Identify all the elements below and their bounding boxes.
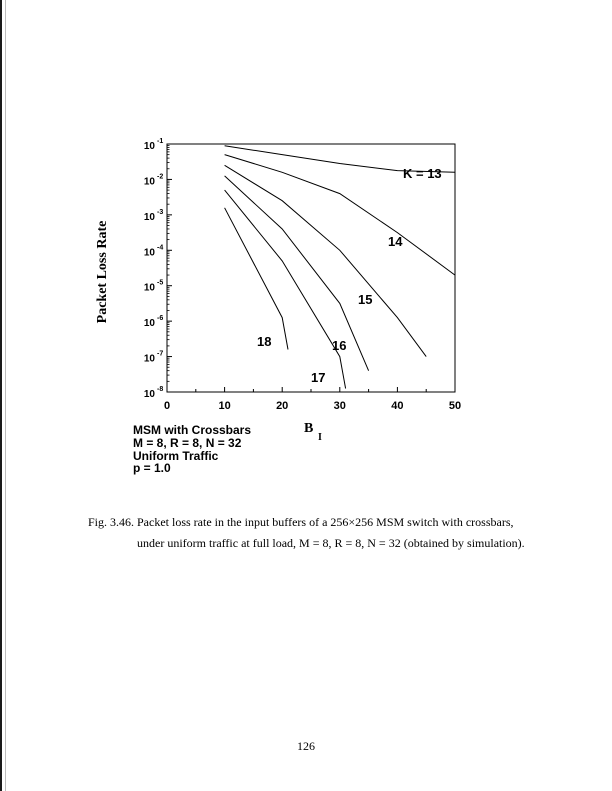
x-tick-label: 50 bbox=[448, 400, 462, 412]
y-tick-label: 10 bbox=[143, 141, 155, 152]
y-tick-exponent: -7 bbox=[157, 350, 164, 358]
y-tick-exponent: -4 bbox=[157, 244, 164, 252]
y-tick-exponent: -2 bbox=[157, 173, 164, 181]
series-line-3 bbox=[225, 165, 427, 356]
series-label-1: K = 13 bbox=[403, 166, 442, 181]
x-axis-title: B bbox=[304, 421, 314, 436]
caption-text: Packet loss rate in the input buffers of a 256×256 MSM switch with crossbars, under uniform traffic at full load, M = 8, R = 8, N = 32 (obtained by simulation). bbox=[137, 515, 525, 550]
y-axis-title: Packet Loss Rate bbox=[95, 220, 110, 324]
x-tick-labels bbox=[164, 400, 461, 412]
y-tick-label: 10 bbox=[143, 318, 155, 330]
y-tick-label: 10 bbox=[143, 389, 155, 400]
caption-label: Fig. 3.46. bbox=[88, 515, 135, 529]
x-tick-label: 20 bbox=[276, 400, 289, 412]
series-line-5 bbox=[225, 190, 346, 388]
y-tick-label: 10 bbox=[143, 282, 155, 294]
y-tick-exponent: -5 bbox=[157, 279, 164, 287]
series-label-4: 16 bbox=[332, 338, 347, 353]
x-tick-label: 0 bbox=[163, 400, 171, 412]
series-label-2: 14 bbox=[388, 234, 403, 249]
series-label-5: 17 bbox=[311, 370, 326, 385]
y-tick-exponent: -3 bbox=[157, 208, 164, 216]
legend-line: p = 1.0 bbox=[133, 461, 171, 476]
x-tick-label: 40 bbox=[391, 400, 404, 412]
y-tick-exponent: -1 bbox=[157, 138, 164, 145]
series-label-3: 15 bbox=[358, 292, 373, 307]
x-tick-label: 30 bbox=[333, 400, 346, 412]
series-label-6: 18 bbox=[257, 334, 272, 349]
series-labels bbox=[257, 166, 442, 385]
x-axis-title-subscript: I bbox=[318, 432, 322, 443]
x-tick-label: 10 bbox=[218, 400, 231, 412]
chart-legend bbox=[133, 424, 251, 475]
y-tick-exponent: -8 bbox=[157, 386, 164, 393]
y-tick-label: 10 bbox=[143, 247, 155, 259]
plot-frame bbox=[167, 144, 455, 392]
page-number: 126 bbox=[297, 739, 315, 753]
y-tick-label: 10 bbox=[143, 353, 155, 365]
y-tick-label: 10 bbox=[143, 176, 155, 188]
y-tick-exponent: -6 bbox=[157, 315, 164, 323]
legend-line: Uniform Traffic bbox=[133, 448, 219, 463]
figure-caption bbox=[88, 512, 528, 554]
y-tick-labels bbox=[144, 138, 163, 400]
y-tick-label: 10 bbox=[143, 211, 155, 223]
legend-line: M = 8, R = 8, N = 32 bbox=[133, 435, 242, 450]
legend-line: MSM with Crossbars bbox=[133, 423, 252, 437]
chart-axes bbox=[167, 144, 455, 392]
series-line-4 bbox=[225, 176, 369, 371]
